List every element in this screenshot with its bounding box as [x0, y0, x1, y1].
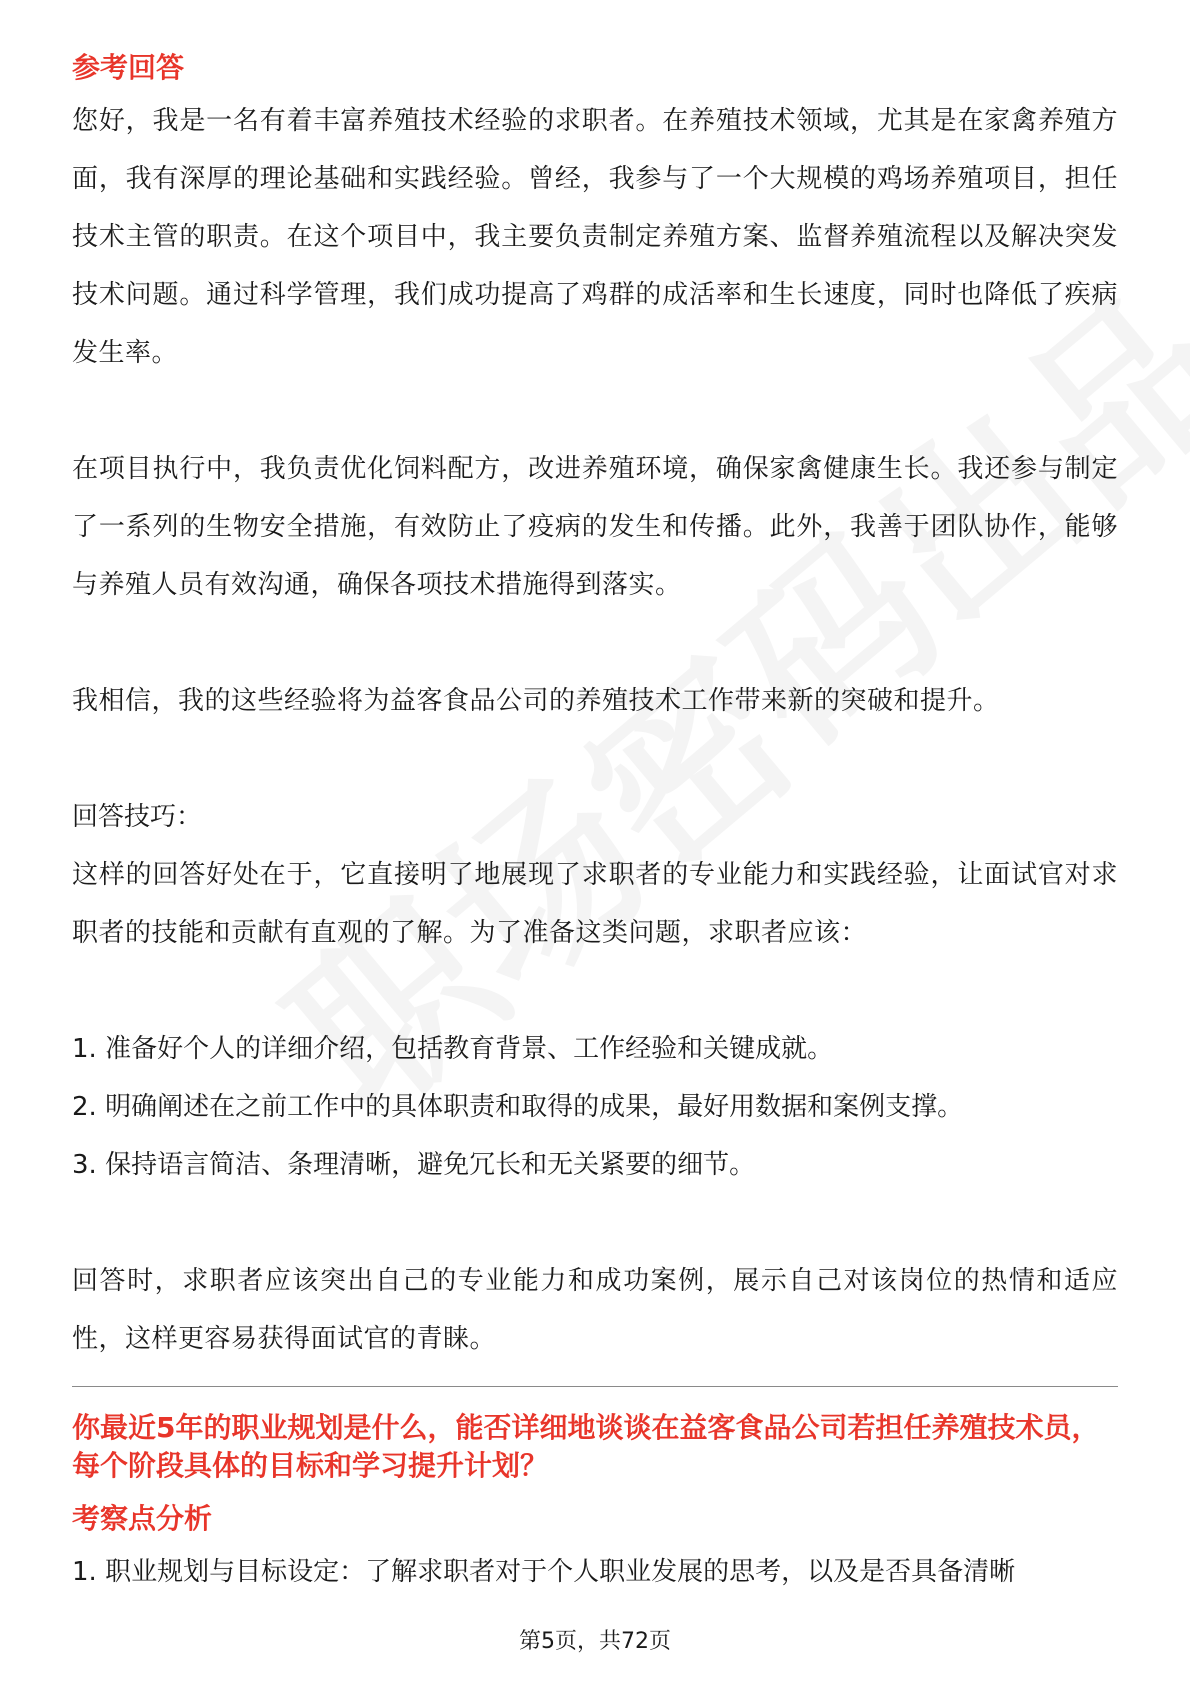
next-question: 你最近5年的职业规划是什么，能否详细地谈谈在益客食品公司若担任养殖技术员，每个阶段具体的目标和学习提升计划？ [72, 1411, 1100, 1482]
reference-answer-title: 参考回答 [72, 51, 185, 84]
paragraph-gap [72, 962, 1118, 1020]
paragraph-gap [72, 1194, 1118, 1252]
tips-list-item-3: 3. 保持语言简洁、条理清晰，避免冗长和无关紧要的细节。 [72, 1150, 756, 1180]
analysis-title: 考察点分析 [72, 1502, 213, 1535]
page-footer: 第5页，共72页 [519, 1629, 671, 1654]
paragraph-gap [72, 614, 1118, 672]
tips-list-item-1: 1. 准备好个人的详细介绍，包括教育背景、工作经验和关键成就。 [72, 1034, 834, 1064]
tips-closing: 回答时，求职者应该突出自己的专业能力和成功案例，展示自己对该岗位的热情和适应性，这样更容易获得面试官的青睐。 [72, 1266, 1118, 1354]
document-page [72, 48, 1118, 1601]
tips-intro: 这样的回答好处在于，它直接明了地展现了求职者的专业能力和实践经验，让面试官对求职者的技能和贡献有直观的了解。为了准备这类问题，求职者应该： [72, 860, 1118, 948]
reference-paragraph-1: 您好，我是一名有着丰富养殖技术经验的求职者。在养殖技术领域，尤其是在家禽养殖方面，我有深厚的理论基础和实践经验。曾经，我参与了一个大规模的鸡场养殖项目，担任技术主管的职责。在这个项目中，我主要负责制定养殖方案、监督养殖流程以及解决突发技术问题。通过科学管理，我们成功提高了鸡群的成活率和生长速度，同时也降低了疾病发生率。 [72, 106, 1118, 368]
paragraph-gap [72, 730, 1118, 788]
section-divider [72, 1386, 1118, 1387]
analysis-item-1: 1. 职业规划与目标设定：了解求职者对于个人职业发展的思考，以及是否具备清晰 [72, 1557, 1016, 1587]
tips-label: 回答技巧： [72, 802, 203, 832]
reference-paragraph-3: 我相信，我的这些经验将为益客食品公司的养殖技术工作带来新的突破和提升。 [72, 686, 1000, 716]
tips-list-item-2: 2. 明确阐述在之前工作中的具体职责和取得的成果，最好用数据和案例支撑。 [72, 1092, 964, 1122]
paragraph-gap [72, 382, 1118, 440]
reference-paragraph-2: 在项目执行中，我负责优化饲料配方，改进养殖环境，确保家禽健康生长。我还参与制定了一系列的生物安全措施，有效防止了疫病的发生和传播。此外，我善于团队协作，能够与养殖人员有效沟通，确保各项技术措施得到落实。 [72, 454, 1118, 600]
